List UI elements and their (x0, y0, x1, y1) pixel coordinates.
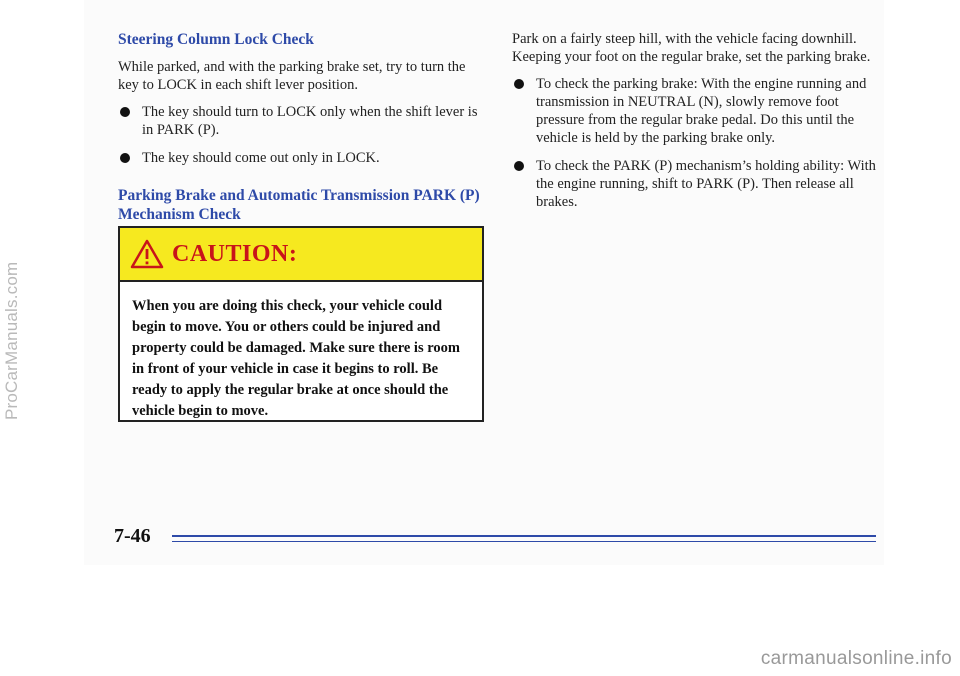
bullet-icon (514, 79, 524, 89)
side-watermark: ProCarManuals.com (2, 261, 21, 420)
hill-test-paragraph: Park on a fairly steep hill, with the vehicle facing downhill. Keeping your foot on the regular brake, set the parking brake. (512, 31, 871, 65)
warning-triangle-icon (130, 239, 164, 269)
bullet-icon (120, 153, 130, 163)
section-heading-steering-lock: Steering Column Lock Check (118, 31, 314, 48)
page-number: 7-46 (114, 525, 151, 547)
footer-rule (172, 535, 876, 544)
caution-box (118, 226, 484, 422)
bullet-icon (120, 107, 130, 117)
site-watermark: carmanualsonline.info (760, 648, 952, 669)
list-item: The key should come out only in LOCK. (118, 149, 486, 167)
list-item: To check the PARK (P) mechanism’s holding ability: With the engine running, shift to PARK (P). Then release all brakes. (512, 157, 884, 211)
bullet-icon (514, 161, 524, 171)
steering-lock-paragraph: While parked, and with the parking brake set, try to turn the key to LOCK in each shift lever position. (118, 59, 466, 93)
list-item: To check the parking brake: With the engine running and transmission in NEUTRAL (N), slowly remove foot pressure from the regular brake pedal. Do this until the vehicle is held by the parking brake only. (512, 75, 884, 147)
caution-title: CAUTION: (172, 240, 298, 267)
check-bullets (512, 75, 884, 211)
right-column (512, 30, 884, 221)
section-heading-parking-brake: Parking Brake and Automatic Transmission PARK (P) Mechanism Check (118, 187, 480, 223)
list-item: The key should turn to LOCK only when the shift lever is in PARK (P). (118, 103, 486, 139)
left-column (118, 30, 486, 224)
steering-lock-bullets (118, 103, 486, 167)
caution-header (120, 228, 482, 282)
caution-text: When you are doing this check, your vehicle could begin to move. You or others could be injured and property could be damaged. Make sure there is room in front of your vehicle in case it begins to roll. Be ready to apply the regular brake at once should the vehicle begin to move. (132, 298, 460, 419)
